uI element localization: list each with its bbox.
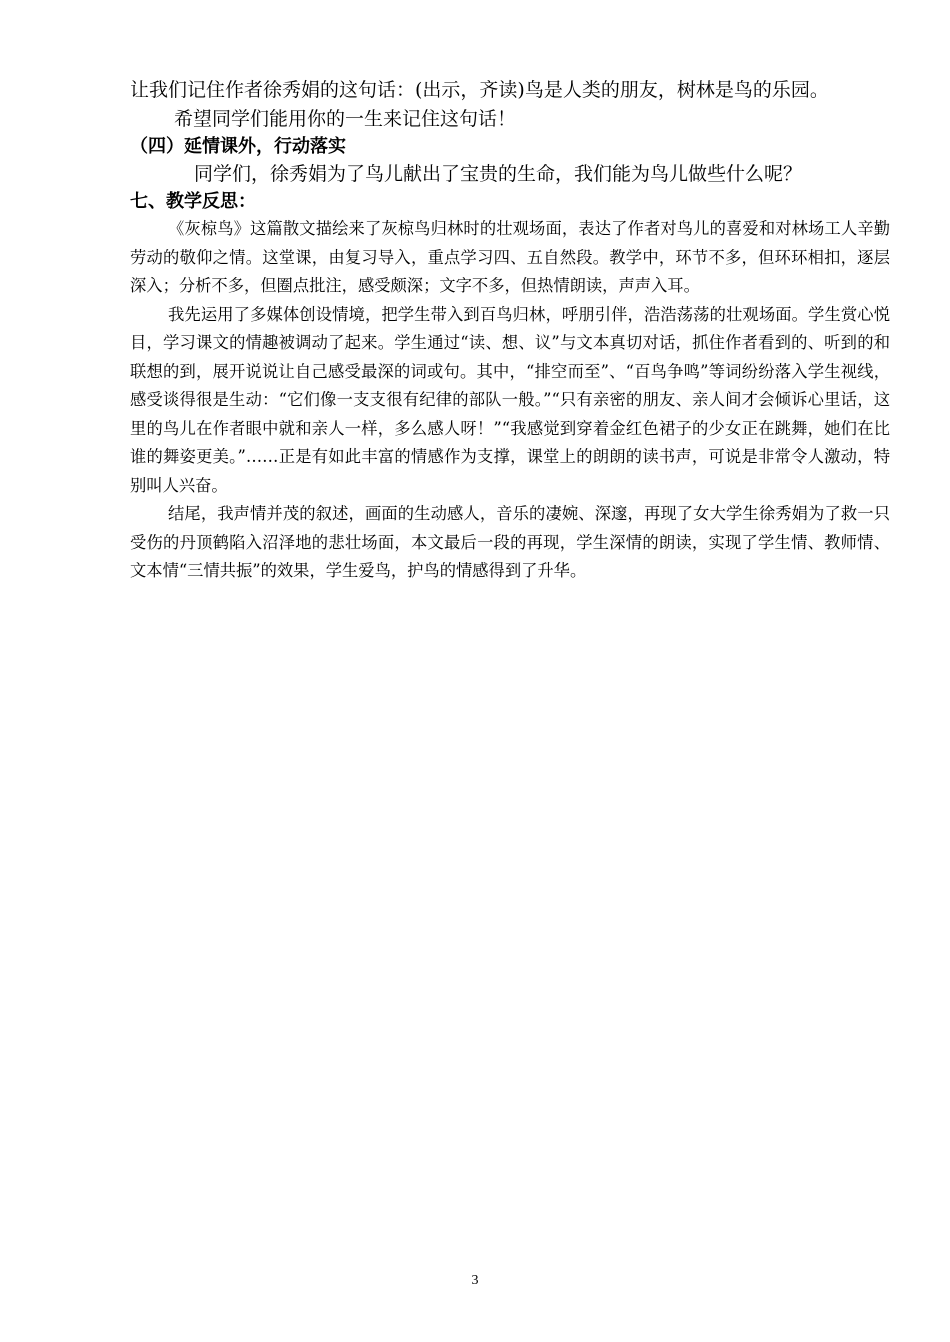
section-heading-7: 七、教学反思： [130,191,256,212]
document-body [130,76,890,586]
paragraph-hope: 希望同学们能用你的一生来记住这句话！ [174,108,517,130]
paragraph-intro: 让我们记住作者徐秀娟的这句话：(出示，齐读)鸟是人类的朋友，树林是鸟的乐园。 [130,79,829,101]
section-heading-4: （四）延情课外，行动落实 [130,136,346,157]
reflection-paragraph-1: 《灰椋鸟》这篇散文描绘来了灰椋鸟归林时的壮观场面，表达了作者对鸟儿的喜爱和对林场工人辛勤劳动的敬仰之情。这堂课，由复习导入，重点学习四、五自然段。教学中，环节不多，但环环相扣，逐层深入；分析不多，但圈点批注，感受颇深；文字不多，但热情朗读，声声入耳。 [130,219,890,295]
reflection-paragraph-3: 结尾，我声情并茂的叙述，画面的生动感人，音乐的凄婉、深邃，再现了女大学生徐秀娟为了救一只受伤的丹顶鹤陷入沼泽地的悲壮场面，本文最后一段的再现，学生深情的朗读，实现了学生情、教师情、文本情“三情共振”的效果，学生爱鸟，护鸟的情感得到了升华。 [130,504,890,580]
paragraph-question: 同学们，徐秀娟为了鸟儿献出了宝贵的生命，我们能为鸟儿做些什么呢？ [194,163,803,185]
page-number: 3 [471,1273,479,1288]
reflection-paragraph-2: 我先运用了多媒体创设情境，把学生带入到百鸟归林，呼朋引伴，浩浩荡荡的壮观场面。学生赏心悦目，学习课文的情趣被调动了起来。学生通过“读、想、议”与文本真切对话，抓住作者看到的、听到的和联想的到，展开说说让自己感受最深的词或句。其中，“排空而至”、“百鸟争鸣”等词纷纷落入学生视线，感受谈得很是生动：“它们像一支支很有纪律的部队一般。”“只有亲密的朋友、亲人间才会倾诉心里话，这里的鸟儿在作者眼中就和亲人一样，多么感人呀！”“我感觉到穿着金红色裙子的少女正在跳舞，她们在比谁的舞姿更美。”……正是有如此丰富的情感作为支撑，课堂上的朗朗的读书声，可说是非常令人激动，特别叫人兴奋。 [130,304,890,495]
